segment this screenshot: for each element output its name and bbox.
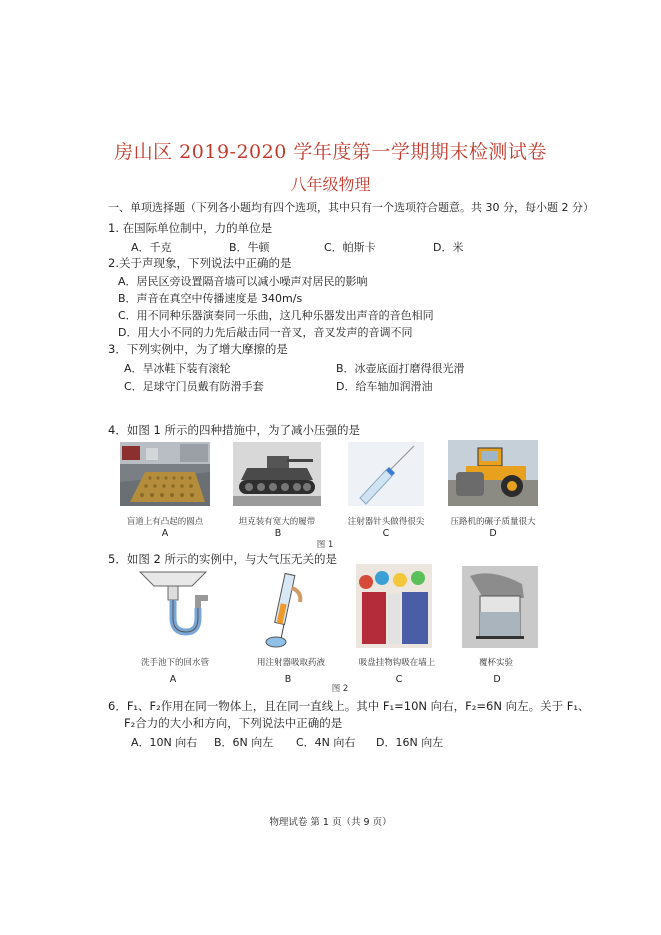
question-4-stem: 4．如图 1 所示的四种措施中，为了减小压强的是 xyxy=(108,423,360,437)
question-2-stem: 2.关于声现象，下列说法中正确的是 xyxy=(108,256,292,270)
tank-photo xyxy=(233,442,321,506)
fig1-letter-c: C xyxy=(382,528,390,539)
q3-option-c: C．足球守门员戴有防滑手套 xyxy=(124,380,264,393)
fig1-caption-d: 压路机的碾子质量很大 xyxy=(450,517,536,527)
question-3-stem: 3．下列实例中，为了增大摩擦的是 xyxy=(108,342,288,356)
fig1-letter-d: D xyxy=(489,528,497,539)
fig1-letter-b: B xyxy=(274,528,282,539)
section-heading: 一、单项选择题（下列各小题均有四个选项，其中只有一个选项符合题意。共 30 分，每小题 2 分） xyxy=(108,201,594,214)
fig2-caption-a: 洗手池下的回水管 xyxy=(140,658,209,668)
inverted-cup-experiment-photo xyxy=(462,566,538,648)
figure-1-label: 图 1 xyxy=(316,540,334,550)
question-6-stem-line2: F₂合力的大小和方向，下列说法中正确的是 xyxy=(124,716,343,730)
q2-option-c: C．用不同种乐器演奏同一乐曲，这几种乐器发出声音的音色相同 xyxy=(118,309,434,322)
fig2-letter-c: C xyxy=(395,674,403,685)
road-roller-photo xyxy=(448,440,538,506)
fig1-caption-b: 坦克装有宽大的履带 xyxy=(238,517,316,527)
q1-option-b: B．牛顿 xyxy=(229,241,270,254)
syringe-photo xyxy=(348,442,424,506)
q2-option-b: B．声音在真空中传播速度是 340m/s xyxy=(118,292,303,305)
q6-option-a: A．10N 向右 xyxy=(131,736,198,749)
sink-drain-pipe-drawing xyxy=(136,568,210,644)
suction-hooks-photo xyxy=(356,564,432,648)
q3-option-a: A．旱冰鞋下装有滚轮 xyxy=(124,362,231,375)
q2-option-d: D．用大小不同的力先后敲击同一音叉，音叉发声的音调不同 xyxy=(118,326,413,339)
q3-option-b: B．冰壶底面打磨得很光滑 xyxy=(336,362,465,375)
fig2-caption-c: 吸盘挂物钩吸在墙上 xyxy=(358,658,436,668)
q6-option-d: D．16N 向左 xyxy=(376,736,444,749)
fig2-caption-d: 覆杯实验 xyxy=(478,658,513,668)
fig1-caption-a: 盲道上有凸起的圆点 xyxy=(126,517,204,527)
syringe-drawing xyxy=(262,568,314,648)
q6-option-c: C．4N 向右 xyxy=(296,736,356,749)
fig1-letter-a: A xyxy=(161,528,169,539)
q1-option-d: D．米 xyxy=(433,241,464,254)
q1-option-c: C．帕斯卡 xyxy=(324,241,376,254)
fig2-caption-b: 用注射器吸取药液 xyxy=(256,658,325,668)
page-footer: 物理试卷 第 1 页（共 9 页） xyxy=(269,817,392,828)
question-6-stem-line1: 6．F₁、F₂作用在同一物体上，且在同一直线上。其中 F₁=10N 向右，F₂=6N 向左。关于 F₁、 xyxy=(108,699,590,713)
question-1-stem: 1. 在国际单位制中，力的单位是 xyxy=(108,221,273,235)
fig2-letter-a: A xyxy=(169,674,177,685)
q6-option-b: B．6N 向左 xyxy=(214,736,274,749)
fig1-caption-c: 注射器针头做得很尖 xyxy=(347,517,425,527)
figure-2-label: 图 2 xyxy=(331,684,349,694)
q2-option-a: A．居民区旁设置隔音墙可以减小噪声对居民的影响 xyxy=(118,275,368,288)
q3-option-d: D．给车轴加润滑油 xyxy=(336,380,433,393)
page-title: 房山区 2019-2020 学年度第一学期期末检测试卷 xyxy=(114,141,547,163)
page-subtitle: 八年级物理 xyxy=(290,175,371,194)
fig2-letter-b: B xyxy=(284,674,292,685)
q1-option-a: A．千克 xyxy=(131,241,172,254)
fig2-letter-d: D xyxy=(493,674,501,685)
question-5-stem: 5．如图 2 所示的实例中，与大气压无关的是 xyxy=(108,552,337,566)
blind-path-photo xyxy=(120,442,210,506)
